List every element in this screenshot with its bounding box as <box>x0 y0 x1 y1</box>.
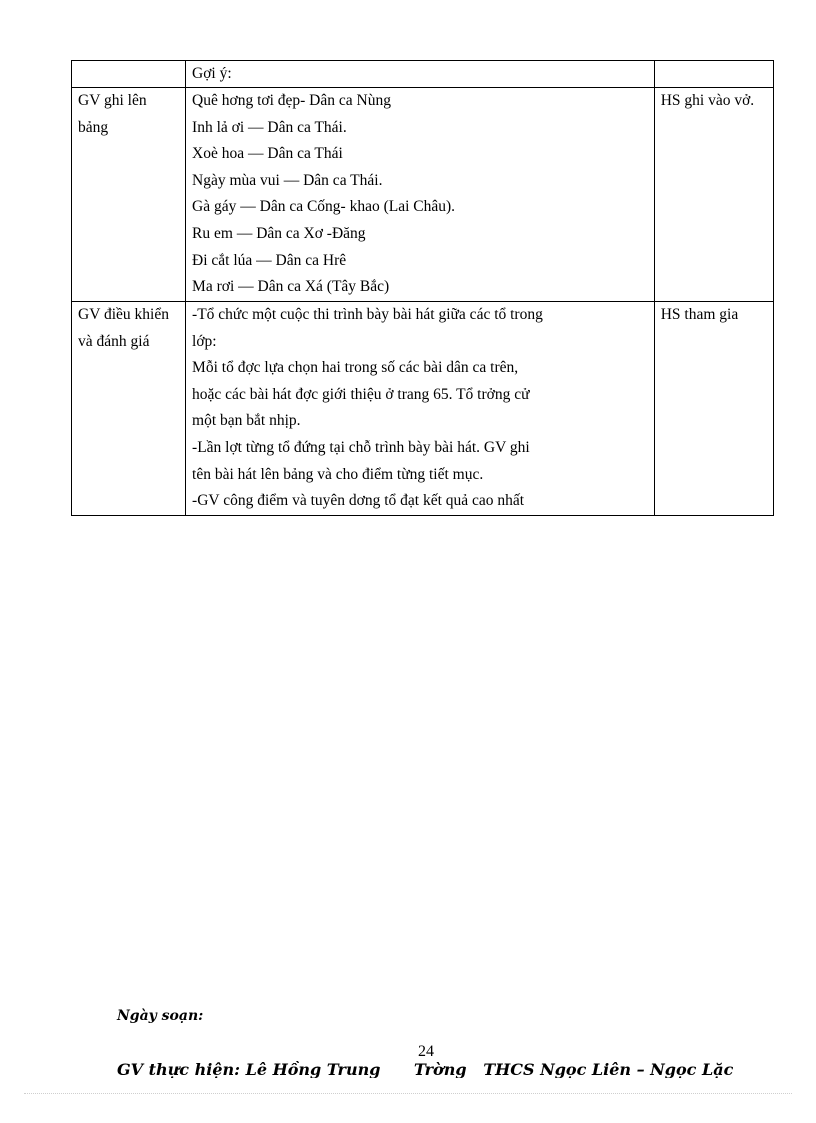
song-line: Ngày mùa vui — Dân ca Thái. <box>192 171 383 189</box>
activity-line: -Lần lợt từng tổ đứng tại chỗ trình bày bài hát. GV ghi <box>192 438 530 456</box>
activity-line: -Tổ chức một cuộc thi trình bày bài hát giữa các tổ trong <box>192 306 543 323</box>
lesson-plan-table <box>71 60 774 516</box>
table-row <box>72 302 774 516</box>
table-row <box>72 61 774 88</box>
song-line: Gà gáy — Dân ca Cống- khao (Lai Châu). <box>192 198 456 216</box>
activity-line: hoặc các bài hát đợc giới thiệu ở trang 65. Tổ trởng cử <box>192 385 530 403</box>
song-line: Ru em — Dân ca Xơ -Đăng <box>192 224 366 242</box>
content-cell <box>186 88 655 302</box>
activity-line: lớp: <box>192 332 217 350</box>
student-cell: HS tham gia <box>654 302 773 516</box>
song-line: Ma rơi — Dân ca Xá (Tây Bắc) <box>192 278 390 296</box>
student-cell <box>654 61 773 88</box>
table-row <box>72 88 774 302</box>
divider <box>24 1093 792 1094</box>
page-footer: GV thực hiện: Lê Hồng Trung Trờng THCS Ngọc Liên – Ngọc Lặc <box>117 1060 734 1078</box>
activity-line: một bạn bắt nhịp. <box>192 412 301 430</box>
content-cell <box>186 302 655 516</box>
student-cell: HS ghi vào vở. <box>654 88 773 302</box>
teacher-cell: GV ghi lên bảng <box>72 88 186 302</box>
song-line: Quê hơng tơi đẹp- Dân ca Nùng <box>192 92 391 109</box>
activity-line: Mỗi tổ đợc lựa chọn hai trong số các bài dân ca trên, <box>192 359 519 377</box>
content-cell <box>186 61 655 88</box>
page-number: 24 <box>418 1043 434 1060</box>
song-line: Inh lả ơi — Dân ca Thái. <box>192 118 347 136</box>
hint-label: Gợi ý: <box>192 65 232 82</box>
teacher-cell: GV điều khiển và đánh giá <box>72 302 186 516</box>
activity-line: -GV công điểm và tuyên dơng tổ đạt kết quả cao nhất <box>192 492 525 510</box>
song-line: Xoè hoa — Dân ca Thái <box>192 145 343 163</box>
teacher-cell <box>72 61 186 88</box>
activity-line: tên bài hát lên bảng và cho điểm từng tiết mục. <box>192 465 484 483</box>
date-label: Ngày soạn: <box>117 1008 204 1024</box>
song-line: Đi cắt lúa — Dân ca Hrê <box>192 251 347 269</box>
